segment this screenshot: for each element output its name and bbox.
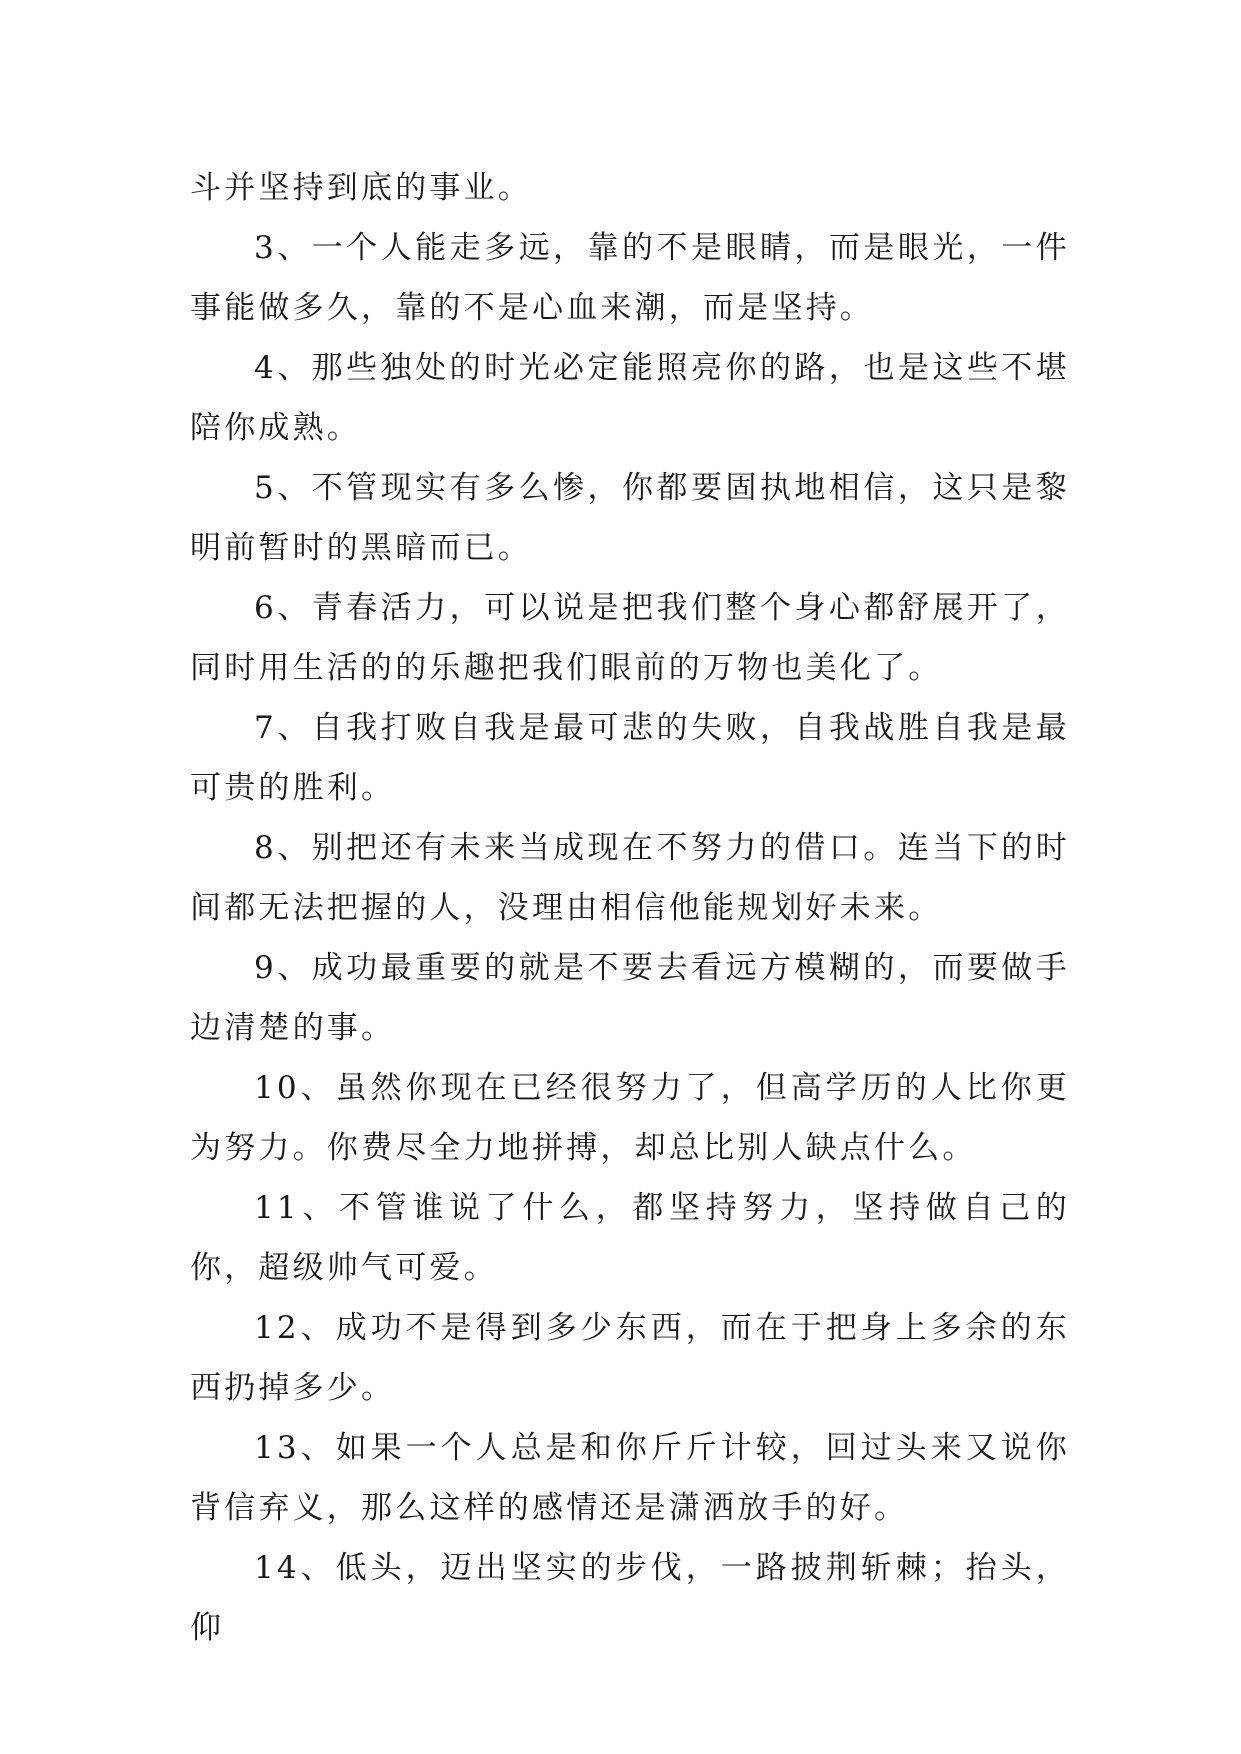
document-body	[190, 158, 1070, 1658]
paragraph-item-7: 7、自我打败自我是最可悲的失败，自我战胜自我是最可贵的胜利。	[190, 710, 1070, 806]
paragraph-item-12: 12、成功不是得到多少东西，而在于把身上多余的东西扔掉多少。	[190, 1310, 1070, 1406]
paragraph-item-4: 4、那些独处的时光必定能照亮你的路，也是这些不堪陪你成熟。	[190, 350, 1070, 446]
paragraph-item-9: 9、成功最重要的就是不要去看远方模糊的，而要做手边清楚的事。	[190, 950, 1070, 1046]
paragraph-item-8: 8、别把还有未来当成现在不努力的借口。连当下的时间都无法把握的人，没理由相信他能规划好未来。	[190, 830, 1070, 926]
paragraph-item-11: 11、不管谁说了什么，都坚持努力，坚持做自己的你，超级帅气可爱。	[190, 1190, 1070, 1286]
paragraph-item-5: 5、不管现实有多么惨，你都要固执地相信，这只是黎明前暂时的黑暗而已。	[190, 470, 1070, 566]
paragraph-item-3: 3、一个人能走多远，靠的不是眼睛，而是眼光，一件事能做多久，靠的不是心血来潮，而是坚持。	[190, 230, 1070, 326]
paragraph-continuation: 斗并坚持到底的事业。	[190, 170, 532, 206]
paragraph-item-6: 6、青春活力，可以说是把我们整个身心都舒展开了，同时用生活的的乐趣把我们眼前的万物也美化了。	[190, 590, 1070, 686]
paragraph-item-14: 14、低头，迈出坚实的步伐，一路披荆斩棘；抬头，仰	[190, 1550, 1070, 1646]
paragraph-item-10: 10、虽然你现在已经很努力了，但高学历的人比你更为努力。你费尽全力地拼搏，却总比别人缺点什么。	[190, 1070, 1070, 1166]
paragraph-item-13: 13、如果一个人总是和你斤斤计较，回过头来又说你背信弃义，那么这样的感情还是潇洒放手的好。	[190, 1430, 1070, 1526]
